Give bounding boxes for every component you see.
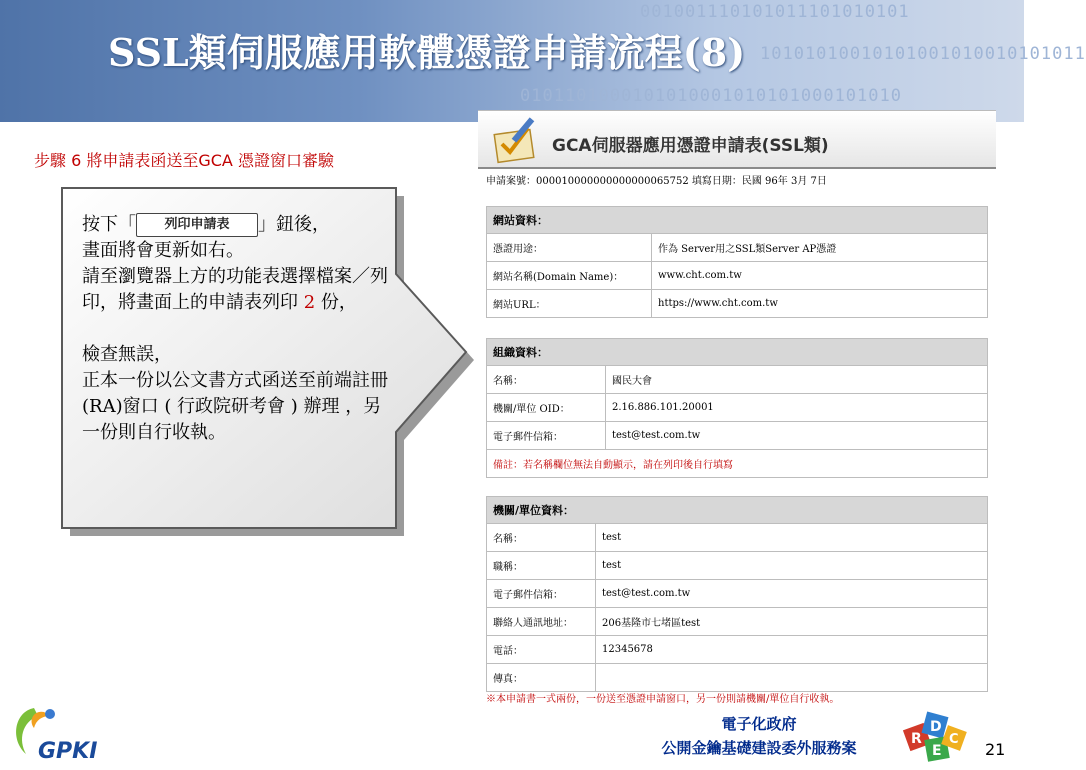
gpki-logo — [4, 700, 134, 766]
row-label: 憑證用途： — [487, 234, 652, 262]
row-value: 作為 Server用之SSL類Server AP憑證 — [652, 234, 988, 262]
table-row — [487, 234, 988, 262]
row-value: test@test.com.tw — [606, 422, 988, 450]
row-label: 聯絡人通訊地址： — [487, 608, 596, 636]
binary-decoration: 0101101000101010001010101000101010 — [520, 86, 902, 106]
table-row — [487, 608, 988, 636]
row-label: 傳真： — [487, 664, 596, 692]
table-row — [487, 664, 988, 692]
page-title: SSL類伺服應用軟體憑證申請流程(8) — [108, 30, 746, 75]
row-value: test — [596, 524, 988, 552]
rdec-letter: C — [949, 732, 959, 747]
page-number: 21 — [985, 740, 1006, 759]
website-section — [486, 206, 988, 318]
section-header: 機關/單位資料： — [487, 497, 988, 524]
callout-line: 正本一份以公文書方式函送至前端註冊(RA)窗口 ( 行政院研考會 ) 辦理 ，另一份則自行收執。 — [82, 370, 388, 443]
row-label: 網站URL： — [487, 290, 652, 318]
row-value: 206基隆市七堵區test — [596, 608, 988, 636]
callout-line: 檢查無誤， — [82, 344, 172, 365]
table-row — [487, 580, 988, 608]
section-header: 組織資料： — [487, 339, 988, 366]
row-value: test@test.com.tw — [596, 580, 988, 608]
print-form-button: 列印申請表 — [136, 213, 258, 237]
organization-section — [486, 338, 988, 478]
row-label: 職稱： — [487, 552, 596, 580]
row-value: 國民大會 — [606, 366, 988, 394]
form-header — [478, 110, 996, 169]
table-row — [487, 524, 988, 552]
organization-footer — [620, 712, 898, 760]
row-label: 網站名稱(Domain Name)： — [487, 262, 652, 290]
rdec-letter: D — [930, 719, 942, 735]
pen-paper-icon — [488, 114, 548, 164]
row-label: 機關/單位 OID： — [487, 394, 606, 422]
rdec-logo — [906, 712, 966, 766]
callout-text-fragment: 請至瀏覽器上方的功能表選擇檔案／列印，將畫面上的申請表列印 — [82, 266, 388, 313]
step-caption: 步驟 6 將申請表函送至GCA 憑證窗口審驗 — [34, 151, 334, 170]
row-value: https://www.cht.com.tw — [652, 290, 988, 318]
application-meta: 申請案號：000010000000000000065752 填寫日期：民國 96年 3月 7日 — [486, 176, 827, 187]
binary-decoration: 10101010010101001010010101011 — [760, 44, 1086, 64]
gpki-logo-text: GPKI — [38, 739, 98, 764]
form-note: 備註：若名稱欄位無法自動顯示，請在列印後自行填寫 — [487, 450, 988, 478]
callout-text-fragment: 按下「 — [82, 214, 136, 235]
table-row — [487, 290, 988, 318]
unit-section — [486, 496, 988, 692]
rdec-letter: R — [911, 731, 922, 747]
table-row — [487, 636, 988, 664]
form-title: GCA伺服器應用憑證申請表(SSL類) — [552, 136, 829, 156]
row-value — [596, 664, 988, 692]
callout-text-fragment: 」鈕後， — [258, 214, 330, 235]
org-line: 電子化政府 — [721, 715, 797, 733]
table-row — [487, 552, 988, 580]
callout-text-fragment: 份， — [320, 292, 357, 313]
table-row — [487, 422, 988, 450]
gpki-logo-icon — [4, 700, 134, 766]
row-label: 電子郵件信箱： — [487, 422, 606, 450]
row-value: test — [596, 552, 988, 580]
org-line: 公開金鑰基礎建設委外服務案 — [661, 739, 857, 757]
callout-line: 畫面將會更新如右。 — [82, 240, 244, 261]
form-footer-note: ※本申請書一式兩份，一份送至憑證申請窗口，另一份則請機關/單位自行收執。 — [486, 694, 840, 705]
row-value: 12345678 — [596, 636, 988, 664]
row-value: www.cht.com.tw — [652, 262, 988, 290]
row-label: 名稱： — [487, 366, 606, 394]
instruction-callout — [60, 186, 398, 536]
copy-count: 2 — [303, 292, 316, 313]
table-row — [487, 366, 988, 394]
binary-decoration: 001001110101011101010101 — [640, 2, 910, 22]
application-form — [478, 110, 998, 710]
rdec-logo-icon — [906, 712, 966, 766]
row-label: 電話： — [487, 636, 596, 664]
row-label: 電子郵件信箱： — [487, 580, 596, 608]
callout-text — [82, 212, 392, 446]
row-value: 2.16.886.101.20001 — [606, 394, 988, 422]
callout-line — [82, 264, 392, 316]
rdec-letter: E — [932, 743, 942, 759]
row-label: 名稱： — [487, 524, 596, 552]
title-banner — [0, 0, 1086, 122]
table-row — [487, 394, 988, 422]
section-header: 網站資料： — [487, 207, 988, 234]
table-row — [487, 262, 988, 290]
